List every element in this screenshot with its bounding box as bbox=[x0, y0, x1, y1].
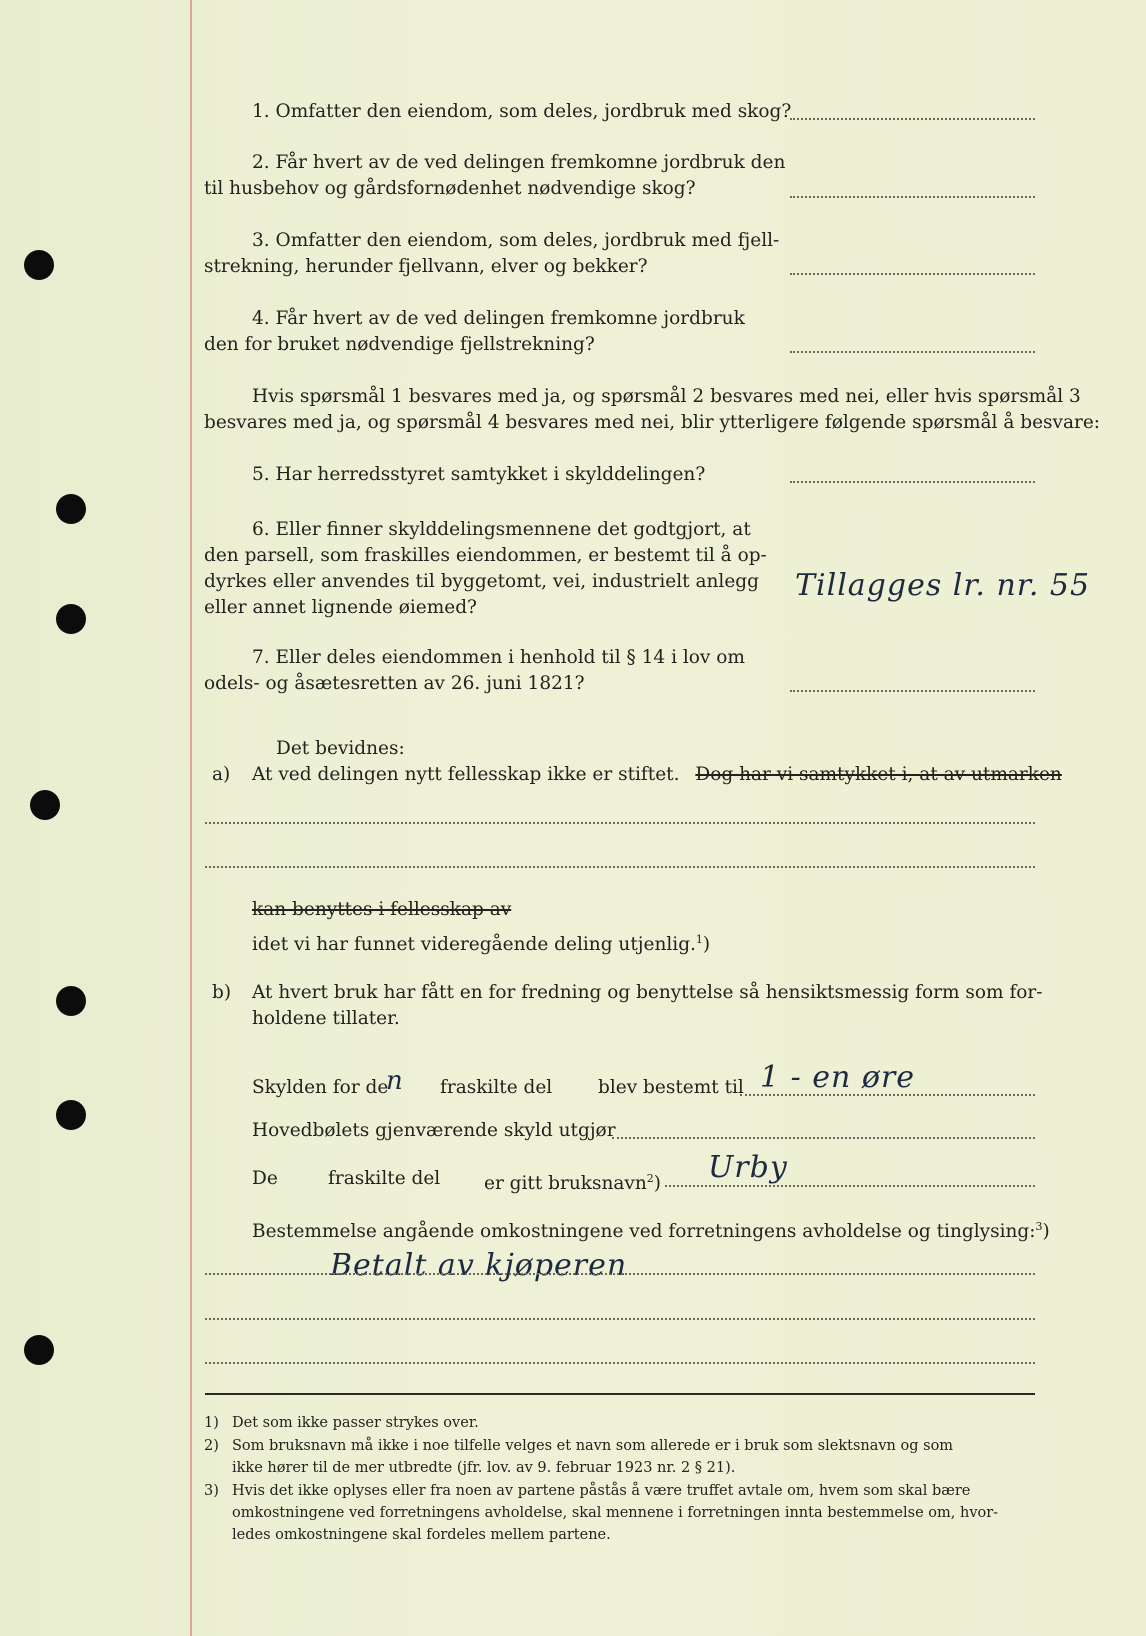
answer-line-4[interactable] bbox=[790, 351, 1035, 353]
question-3-line2: strekning, herunder fjellvann, elver og bekker? bbox=[204, 256, 648, 277]
skyld-label-3: blev bestemt til bbox=[598, 1077, 744, 1098]
footnote-ref-close: ) bbox=[702, 934, 711, 956]
footnote-ref-3: 3 bbox=[1035, 1220, 1043, 1233]
footnote-separator bbox=[205, 1393, 1035, 1395]
finding-a-tail-text: idet vi har funnet videregående deling utjenlig. bbox=[252, 934, 696, 956]
punch-hole bbox=[24, 1335, 54, 1365]
finding-a-struck: Dog har vi samtykket i, at av utmarken bbox=[695, 764, 1062, 785]
finding-a-tail bbox=[252, 928, 710, 957]
handwritten-answer-6: Tillagges lr. nr. 55 bbox=[795, 568, 1091, 603]
skyld-label: Skylden for de bbox=[252, 1077, 389, 1098]
answer-line-2[interactable] bbox=[790, 196, 1035, 198]
punch-hole bbox=[56, 494, 86, 524]
bruksnavn-label bbox=[484, 1167, 661, 1196]
punch-hole bbox=[24, 250, 54, 280]
blank-line[interactable] bbox=[205, 822, 1035, 824]
hovedbol-label: Hovedbølets gjenværende skyld utgjør bbox=[252, 1120, 616, 1141]
question-7-line2: odels- og åsætesretten av 26. juni 1821? bbox=[204, 673, 585, 694]
footnote-1: Det som ikke passer strykes over. bbox=[232, 1415, 479, 1431]
answer-line-5[interactable] bbox=[790, 481, 1035, 483]
margin-line bbox=[190, 0, 192, 1636]
finding-a-struck-2: kan benyttes i fellesskap av bbox=[252, 899, 512, 920]
bestemmelse-field-line[interactable] bbox=[205, 1362, 1035, 1364]
question-3-line1: 3. Omfatter den eiendom, som deles, jordbruk med fjell- bbox=[252, 230, 780, 251]
bruksnavn-text: er gitt bruksnavn bbox=[484, 1173, 647, 1195]
question-6-line2: den parsell, som fraskilles eiendommen, er bestemt til å op- bbox=[204, 545, 767, 566]
footnote-3-line1: Hvis det ikke oplyses eller fra noen av partene påstås å være truffet avtale om, hvem som skal bære bbox=[232, 1483, 971, 1499]
footnote-1-mark: 1) bbox=[204, 1415, 219, 1431]
skyld-label-2: fraskilte del bbox=[440, 1077, 553, 1098]
bruksnavn-field-line[interactable] bbox=[665, 1185, 1035, 1187]
condition-line1: Hvis spørsmål 1 besvares med ja, og spørsmål 2 besvares med nei, eller hvis spørsmål 3 bbox=[252, 386, 1081, 407]
bestemmelse-field-line[interactable] bbox=[205, 1318, 1035, 1320]
footnote-3-mark: 3) bbox=[204, 1483, 219, 1499]
answer-line-1[interactable] bbox=[790, 118, 1035, 120]
punch-hole bbox=[56, 1100, 86, 1130]
question-7-line1: 7. Eller deles eiendommen i henhold til § 14 i lov om bbox=[252, 647, 745, 668]
footnote-ref-close: ) bbox=[1042, 1221, 1050, 1243]
question-2-line1: 2. Får hvert av de ved delingen fremkomne jordbruk den bbox=[252, 152, 786, 173]
condition-line2: besvares med ja, og spørsmål 4 besvares med nei, blir ytterligere følgende spørsmål å besvare: bbox=[204, 412, 1101, 433]
bestemmelse-value: Betalt av kjøperen bbox=[330, 1248, 628, 1283]
bestemmelse-label bbox=[252, 1215, 1050, 1244]
finding-a-label: a) bbox=[212, 764, 231, 785]
finding-a-text bbox=[252, 763, 1062, 787]
hovedbol-field-line[interactable] bbox=[612, 1137, 1035, 1139]
punch-hole bbox=[56, 986, 86, 1016]
answer-line-3[interactable] bbox=[790, 273, 1035, 275]
question-6-line3: dyrkes eller anvendes til byggetomt, vei, industrielt anlegg bbox=[204, 571, 759, 592]
punch-hole bbox=[56, 604, 86, 634]
skyld-hand-suffix: n bbox=[386, 1066, 404, 1096]
finding-b-line1: At hvert bruk har fått en for fredning og benyttelse så hensiktsmessig form som for- bbox=[252, 982, 1043, 1003]
footnote-3-line3: ledes omkostningene skal fordeles mellem partene. bbox=[232, 1527, 611, 1543]
question-1: 1. Omfatter den eiendom, som deles, jordbruk med skog? bbox=[252, 101, 792, 122]
footnote-ref-1: 1 bbox=[695, 933, 703, 946]
footnote-ref-close: ) bbox=[653, 1173, 662, 1195]
finding-a-statement: At ved delingen nytt fellesskap ikke er stiftet. bbox=[252, 764, 680, 785]
footnote-ref-2: 2 bbox=[646, 1172, 654, 1185]
question-6-line4: eller annet lignende øiemed? bbox=[204, 597, 477, 618]
finding-b-label: b) bbox=[212, 982, 232, 1003]
footnote-2-line1: Som bruksnavn må ikke i noe tilfelle velges et navn som allerede er i bruk som slektsnavn og som bbox=[232, 1438, 954, 1454]
question-5: 5. Har herredsstyret samtykket i skylddelingen? bbox=[252, 464, 706, 485]
skyld-value: 1 - en øre bbox=[760, 1060, 916, 1095]
question-2-line2: til husbehov og gårdsfornødenhet nødvendige skog? bbox=[204, 178, 696, 199]
fraskilte-label: fraskilte del bbox=[328, 1168, 441, 1189]
blank-line[interactable] bbox=[205, 866, 1035, 868]
answer-line-7[interactable] bbox=[790, 690, 1035, 692]
footnote-2-line2: ikke hører til de mer utbredte (jfr. lov. av 9. februar 1923 nr. 2 § 21). bbox=[232, 1460, 736, 1476]
de-label: De bbox=[252, 1168, 278, 1189]
question-4-line2: den for bruket nødvendige fjellstrekning? bbox=[204, 334, 595, 355]
punch-hole bbox=[30, 790, 60, 820]
footnote-3-line2: omkostningene ved forretningens avholdelse, skal mennene i forretningen innta bestemmelse om, hvor- bbox=[232, 1505, 999, 1521]
footnote-2-mark: 2) bbox=[204, 1438, 219, 1454]
question-4-line1: 4. Får hvert av de ved delingen fremkomne jordbruk bbox=[252, 308, 745, 329]
findings-heading: Det bevidnes: bbox=[276, 738, 405, 759]
bruksnavn-value: Urby bbox=[708, 1150, 788, 1185]
bestemmelse-text: Bestemmelse angående omkostningene ved forretningens avholdelse og tinglysing: bbox=[252, 1221, 1036, 1243]
finding-b-line2: holdene tillater. bbox=[252, 1008, 400, 1029]
question-6-line1: 6. Eller finner skylddelingsmennene det godtgjort, at bbox=[252, 519, 751, 540]
bestemmelse-field-line[interactable] bbox=[205, 1273, 1035, 1275]
